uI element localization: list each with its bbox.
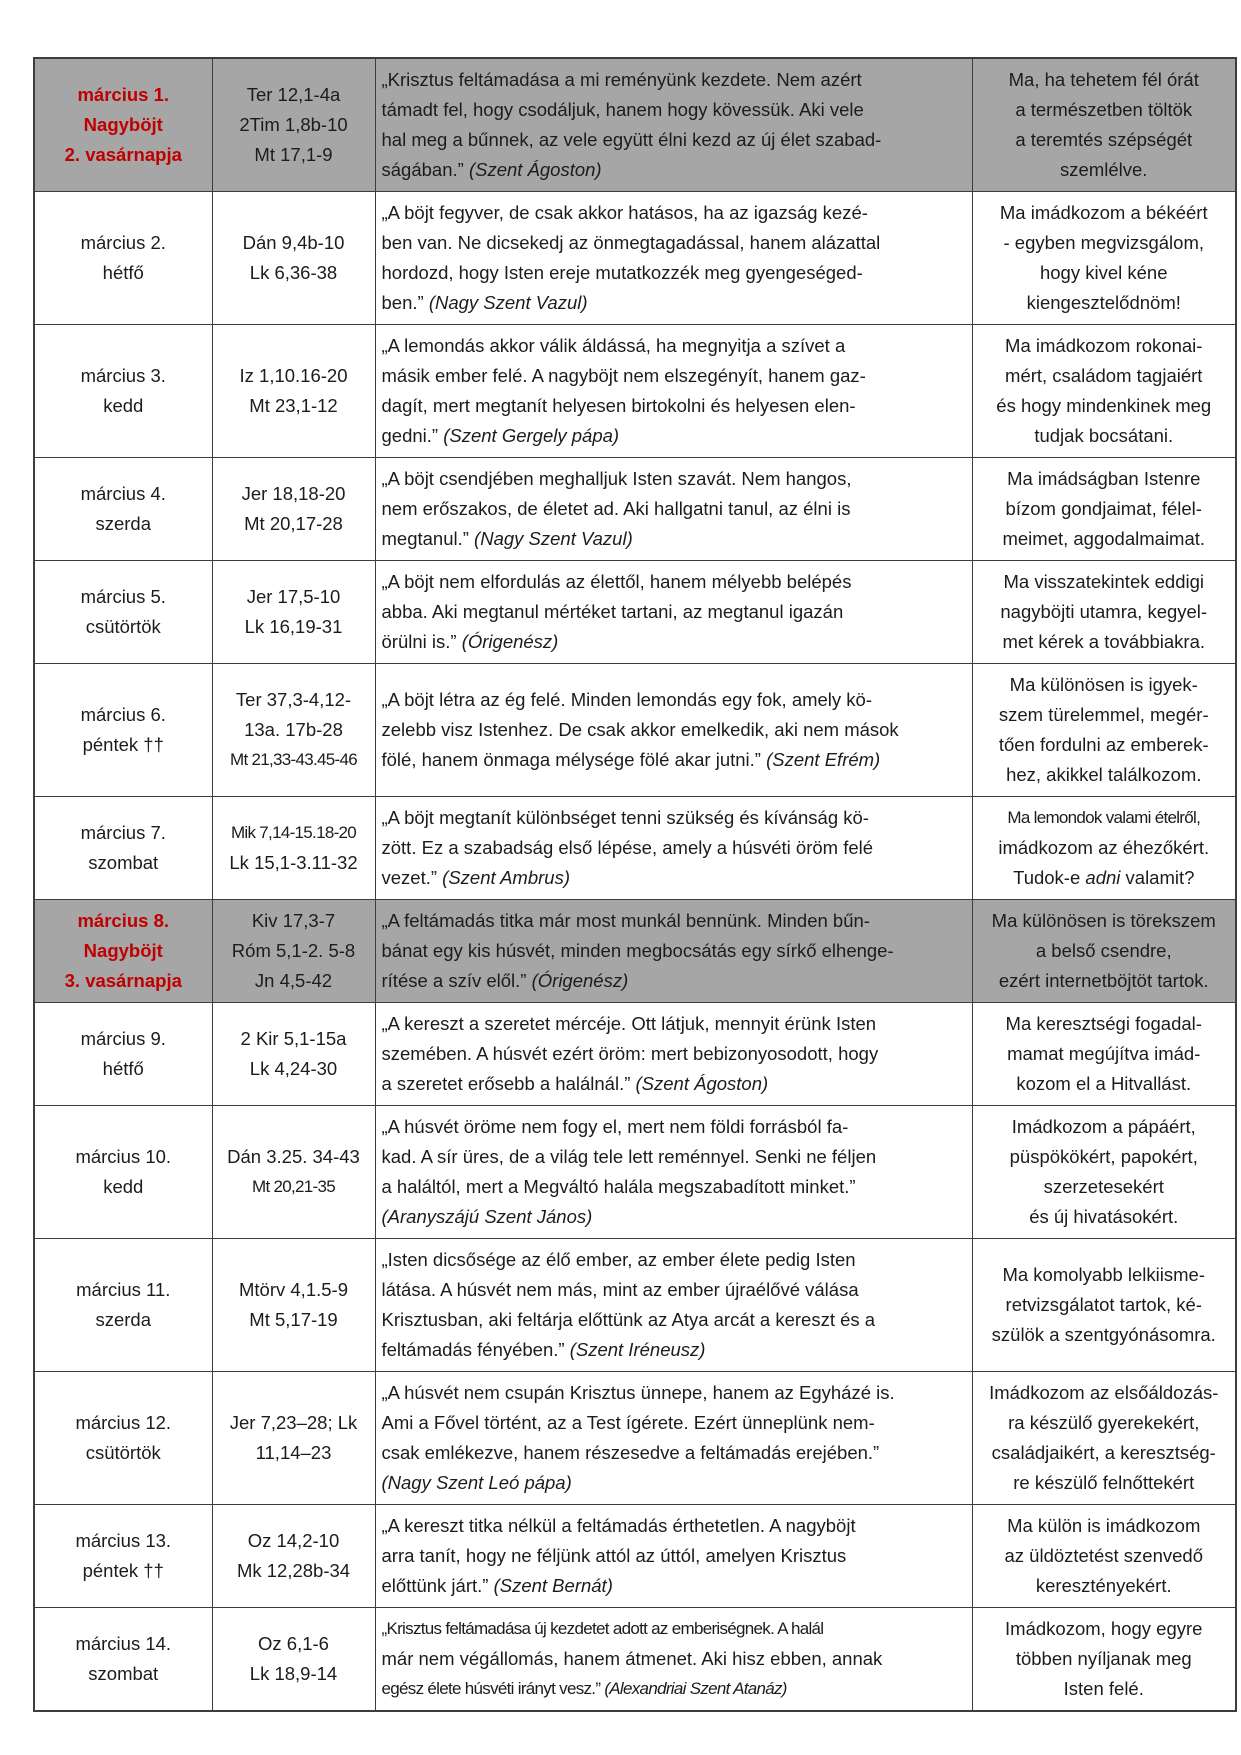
date-cell [34,192,212,325]
task-line: ezért internetböjtöt tartok. [998,970,1209,991]
readings-line: Dán 3.25. 34-43 [227,1146,360,1167]
task-cell [972,192,1236,325]
readings-line: Oz 6,1-6 [258,1633,329,1654]
date-line: március 2. [80,232,166,253]
readings-line: Mt 20,17-28 [244,513,343,534]
quote-cell [375,1239,972,1372]
readings-line: Kiv 17,3-7 [251,910,336,931]
table-row [34,1239,1236,1372]
quote-line: a szeretet erősebb a halálnál.” (Szent Ágoston) [381,1073,769,1094]
quote-cell [375,1003,972,1106]
quote-cell [375,192,972,325]
quote-line: (Aranyszájú Szent János) [381,1206,593,1227]
quote-line: „A böjt fegyver, de csak akkor hatásos, ha az igazság kezé- [381,202,868,223]
readings-cell [212,325,375,458]
date-line: kedd [103,395,144,416]
quote-line: ben van. Ne dicsekedj az önmegtagadással, hanem alázattal [381,232,881,253]
readings-line: Dán 9,4b-10 [242,232,345,253]
task-line: Imádkozom, hogy egyre [1005,1618,1203,1639]
date-line: szombat [88,852,159,873]
date-cell [34,664,212,797]
quote-cell [375,797,972,900]
readings-line: Jer 18,18-20 [241,483,346,504]
quote-cell [375,58,972,192]
task-line: tően fordulni az emberek- [998,734,1209,755]
task-cell [972,664,1236,797]
table-row [34,58,1236,192]
quote-line: vezet.” (Szent Ambrus) [381,867,570,888]
readings-line: Mt 21,33-43.45-46 [229,750,358,769]
task-cell [972,325,1236,458]
date-line: március 10. [75,1146,172,1167]
quote-line: megtanul.” (Nagy Szent Vazul) [381,528,633,549]
task-cell [972,797,1236,900]
readings-line: Ter 37,3-4,12- [235,689,352,710]
quote-line: nem erőszakos, de életet ad. Aki hallgatni tanul, az élni is [381,498,851,519]
task-cell [972,1608,1236,1712]
task-cell [972,1505,1236,1608]
readings-line: 2 Kir 5,1-15a [240,1028,347,1049]
quote-cell [375,561,972,664]
quote-line: bánat egy kis húsvét, minden megbocsátás egy sírkő elhenge- [381,940,894,961]
quote-cell [375,900,972,1003]
task-cell [972,900,1236,1003]
readings-line: Jer 17,5-10 [246,586,341,607]
lenten-calendar-table [33,57,1237,1712]
quote-line: (Nagy Szent Leó pápa) [381,1472,572,1493]
quote-line: Krisztusban, aki feltárja előttünk az Atya arcát a kereszt és a [381,1309,876,1330]
date-cell [34,797,212,900]
task-line: meimet, aggodalmaimat. [1002,528,1206,549]
task-line: többen nyíljanak meg [1015,1648,1192,1669]
task-line: kozom el a Hitvallást. [1016,1073,1192,1094]
task-line: Ma imádkozom rokonai- [1005,335,1203,356]
readings-cell [212,1505,375,1608]
quote-line: másik ember felé. A nagyböjt nem elszegényít, hanem gaz- [381,365,866,386]
quote-line: zött. Ez a szabadság első lépése, amely a húsvéti öröm felé [381,837,874,858]
task-line: szem türelemmel, megér- [998,704,1209,725]
task-line: Ma visszatekintek eddigi [1003,571,1204,592]
task-line: a természetben töltök [1015,99,1193,120]
quote-line: támadt fel, hogy csodáljuk, hanem hogy kövessük. Aki vele [381,99,864,120]
task-line: met kérek a továbbiakra. [1002,631,1206,652]
quote-cell [375,1106,972,1239]
quote-line: előttünk járt.” (Szent Bernát) [381,1575,613,1596]
task-line: hogy kivel kéne [1039,262,1168,283]
quote-line: feltámadás fényében.” (Szent Iréneusz) [381,1339,706,1360]
date-cell [34,900,212,1003]
date-cell [34,561,212,664]
quote-line: „A böjt nem elfordulás az élettől, hanem mélyebb belépés [381,571,852,592]
date-line: csütörtök [85,616,161,637]
task-line: az üldöztetést szenvedő [1004,1545,1203,1566]
task-line: Ma lemondok valami ételről, [1007,808,1201,827]
task-cell [972,58,1236,192]
task-line: nagyböjti utamra, kegyel- [1000,601,1208,622]
task-line: Ma különösen is igyek- [1009,674,1198,695]
readings-cell [212,1003,375,1106]
quote-line: fölé, hanem önmaga mélysége fölé akar jutni.” (Szent Efrém) [381,749,881,770]
readings-line: Lk 16,19-31 [244,616,343,637]
date-line: csütörtök [85,1442,161,1463]
readings-cell [212,900,375,1003]
date-line: szerda [95,513,152,534]
table-row [34,458,1236,561]
date-line: szerda [95,1309,152,1330]
task-line: a teremtés szépségét [1015,129,1193,150]
quote-line: egész élete húsvéti irányt vesz.” (Alexandriai Szent Atanáz) [381,1679,787,1698]
task-line: Isten felé. [1063,1678,1144,1699]
task-line: Ma, ha tehetem fél órát [1008,69,1199,90]
task-line: tudjak bocsátani. [1034,425,1174,446]
task-line: Ma keresztségi fogadal- [1005,1013,1202,1034]
readings-line: Mt 5,17-19 [249,1309,338,1330]
task-line: imádkozom az éhezőkért. [998,837,1210,858]
date-cell [34,58,212,192]
date-line: szombat [88,1663,159,1684]
task-line: re készülő felnőttekért [1013,1472,1195,1493]
task-line: Ma komolyabb lelkiisme- [1002,1264,1206,1285]
quote-cell [375,1505,972,1608]
date-cell [34,1003,212,1106]
date-cell [34,1372,212,1505]
readings-line: Mt 20,21-35 [251,1177,336,1196]
task-line: Ma különösen is törekszem [991,910,1216,931]
quote-cell [375,458,972,561]
task-line: a belső csendre, [1035,940,1172,961]
quote-line: „A böjt megtanít különbséget tenni szükség és kívánság kö- [381,807,869,828]
task-line: püspökökért, papokért, [1009,1146,1198,1167]
readings-line: Iz 1,10.16-20 [239,365,348,386]
table-row [34,325,1236,458]
task-cell [972,561,1236,664]
quote-line: „A húsvét nem csupán Krisztus ünnepe, hanem az Egyházé is. [381,1382,895,1403]
date-line: március 11. [76,1279,171,1300]
quote-line: „Isten dicsősége az élő ember, az ember élete pedig Isten [381,1249,856,1270]
task-line: Ma imádkozom a békéért [999,202,1208,223]
readings-cell [212,58,375,192]
readings-cell [212,561,375,664]
task-line: Tudok-e adni valamit? [1013,867,1195,888]
quote-line: Ami a Fővel történt, az a Test ígérete. Ezért ünneplünk nem- [381,1412,875,1433]
date-line: Nagyböjt [83,114,163,135]
date-line: március 3. [80,365,166,386]
task-line: és új hivatásokért. [1029,1206,1179,1227]
table-row [34,797,1236,900]
quote-line: „Krisztus feltámadása új kezdetet adott az emberiségnek. A halál [381,1619,824,1638]
table-row [34,561,1236,664]
readings-line: 11,14–23 [255,1442,332,1463]
date-line: március 12. [75,1412,172,1433]
quote-line: „A lemondás akkor válik áldássá, ha megnyitja a szívet a [381,335,846,356]
quote-cell [375,325,972,458]
readings-line: Mt 17,1-9 [254,144,333,165]
task-cell [972,1372,1236,1505]
date-line: március 6. [80,704,166,725]
readings-line: Mik 7,14-15.18-20 [230,823,357,842]
quote-line: „Krisztus feltámadása a mi reményünk kezdete. Nem azért [381,69,862,90]
quote-line: már nem végállomás, hanem átmenet. Aki hisz ebben, annak [381,1648,883,1669]
quote-line: „A böjt létra az ég felé. Minden lemondás egy fok, amely kö- [381,689,873,710]
task-line: és hogy mindenkinek meg [996,395,1212,416]
task-line: hez, akikkel találkozom. [1006,764,1202,785]
quote-line: „A kereszt a szeretet mércéje. Ott látjuk, mennyit érünk Isten [381,1013,877,1034]
readings-line: Mk 12,28b-34 [236,1560,351,1581]
date-line: március 4. [80,483,166,504]
quote-line: a haláltól, mert a Megváltó halála megszabadított minket.” [381,1176,856,1197]
quote-cell [375,1608,972,1712]
date-cell [34,1106,212,1239]
quote-line: hordozd, hogy Isten ereje mutatkozzék meg gyengeséged- [381,262,863,283]
quote-line: ben.” (Nagy Szent Vazul) [381,292,588,313]
task-line: - egyben megvizsgálom, [1003,232,1204,253]
date-line: Nagyböjt [83,940,163,961]
quote-line: zelebb visz Istenhez. De csak akkor emelkedik, aki nem mások [381,719,899,740]
quote-line: szemében. A húsvét ezért öröm: mert bebizonyosodott, hogy [381,1043,879,1064]
task-line: bízom gondjaimat, félel- [1005,498,1202,519]
table-row [34,1505,1236,1608]
date-cell [34,1239,212,1372]
date-cell [34,325,212,458]
table-row [34,900,1236,1003]
quote-line: „A húsvét öröme nem fogy el, mert nem földi forrásból fa- [381,1116,849,1137]
readings-cell [212,1608,375,1712]
date-cell [34,1505,212,1608]
quote-line: „A böjt csendjében meghalljuk Isten szavát. Nem hangos, [381,468,852,489]
quote-line: ságában.” (Szent Ágoston) [381,159,602,180]
task-cell [972,1239,1236,1372]
readings-line: Mtörv 4,1.5-9 [239,1279,348,1300]
readings-cell [212,192,375,325]
task-line: szemlélve. [1060,159,1148,180]
readings-cell [212,1106,375,1239]
table-row [34,1003,1236,1106]
readings-line: 13a. 17b-28 [244,719,343,740]
task-line: Imádkozom a pápáért, [1011,1116,1196,1137]
lenten-calendar [33,57,1237,1712]
table-row [34,1608,1236,1712]
readings-cell [212,1372,375,1505]
date-cell [34,458,212,561]
quote-line: arra tanít, hogy ne féljünk attól az úttól, amelyen Krisztus [381,1545,847,1566]
task-line: szülök a szentgyónásomra. [991,1324,1216,1345]
task-line: szerzetesekért [1043,1176,1164,1197]
quote-line: kad. A sír üres, de a világ tele lett reménnyel. Senki ne féljen [381,1146,877,1167]
table-row [34,1106,1236,1239]
readings-cell [212,797,375,900]
date-line: március 8. [77,910,170,931]
date-line: március 9. [80,1028,166,1049]
task-line: családjaikért, a keresztség- [991,1442,1216,1463]
quote-line: örülni is.” (Órigenész) [381,631,559,652]
quote-line: rítése a szív elől.” (Órigenész) [381,970,629,991]
quote-line: „A kereszt titka nélkül a feltámadás érthetetlen. A nagyböjt [381,1515,856,1536]
table-row [34,1372,1236,1505]
calendar-table-body [34,58,1236,1711]
date-line: péntek †† [82,734,164,755]
date-line: hétfő [102,262,144,283]
readings-cell [212,1239,375,1372]
date-line: március 1. [77,84,170,105]
task-line: mért, családom tagjaiért [1005,365,1203,386]
readings-line: 2Tim 1,8b-10 [239,114,348,135]
quote-cell [375,1372,972,1505]
readings-cell [212,458,375,561]
quote-line: látása. A húsvét nem más, mint az ember újraélővé válása [381,1279,859,1300]
task-line: ra készülő gyerekekért, [1008,1412,1200,1433]
quote-line: csak emlékezve, hanem részesedve a feltámadás erejében.” [381,1442,880,1463]
date-line: március 5. [80,586,166,607]
readings-line: Lk 6,36-38 [249,262,338,283]
task-cell [972,1106,1236,1239]
quote-line: „A feltámadás titka már most munkál bennünk. Minden bűn- [381,910,870,931]
date-cell [34,1608,212,1712]
date-line: március 7. [80,822,166,843]
readings-line: Ter 12,1-4a [246,84,341,105]
task-line: kiengesztelődnöm! [1026,292,1181,313]
quote-line: hal meg a bűnnek, az vele együtt élni kezd az új élet szabad- [381,129,882,150]
date-line: 3. vasárnapja [64,970,182,991]
readings-line: Jn 4,5-42 [254,970,333,991]
readings-line: Lk 18,9-14 [249,1663,338,1684]
quote-cell [375,664,972,797]
task-line: Ma külön is imádkozom [1007,1515,1201,1536]
date-line: 2. vasárnapja [64,144,182,165]
task-line: Imádkozom az elsőáldozás- [989,1382,1219,1403]
date-line: kedd [103,1176,144,1197]
date-line: március 14. [75,1633,172,1654]
date-line: március 13. [75,1530,172,1551]
readings-line: Jer 7,23–28; Lk [229,1412,358,1433]
task-line: retvizsgálatot tartok, ké- [1005,1294,1202,1315]
readings-line: Oz 14,2-10 [247,1530,340,1551]
readings-line: Róm 5,1-2. 5-8 [231,940,356,961]
date-line: péntek †† [82,1560,164,1581]
quote-line: dagít, mert megtanít helyesen birtokolni és helyesen elen- [381,395,856,416]
task-line: Ma imádságban Istenre [1007,468,1201,489]
readings-line: Mt 23,1-12 [249,395,338,416]
task-cell [972,1003,1236,1106]
readings-line: Lk 15,1-3.11-32 [229,852,358,873]
quote-line: gedni.” (Szent Gergely pápa) [381,425,620,446]
table-row [34,664,1236,797]
date-line: hétfő [102,1058,144,1079]
quote-line: abba. Aki megtanul mértéket tartani, az megtanul igazán [381,601,844,622]
readings-line: Lk 4,24-30 [249,1058,338,1079]
table-row [34,192,1236,325]
task-line: keresztényekért. [1035,1575,1172,1596]
task-line: mamat megújítva imád- [1007,1043,1201,1064]
readings-cell [212,664,375,797]
task-cell [972,458,1236,561]
